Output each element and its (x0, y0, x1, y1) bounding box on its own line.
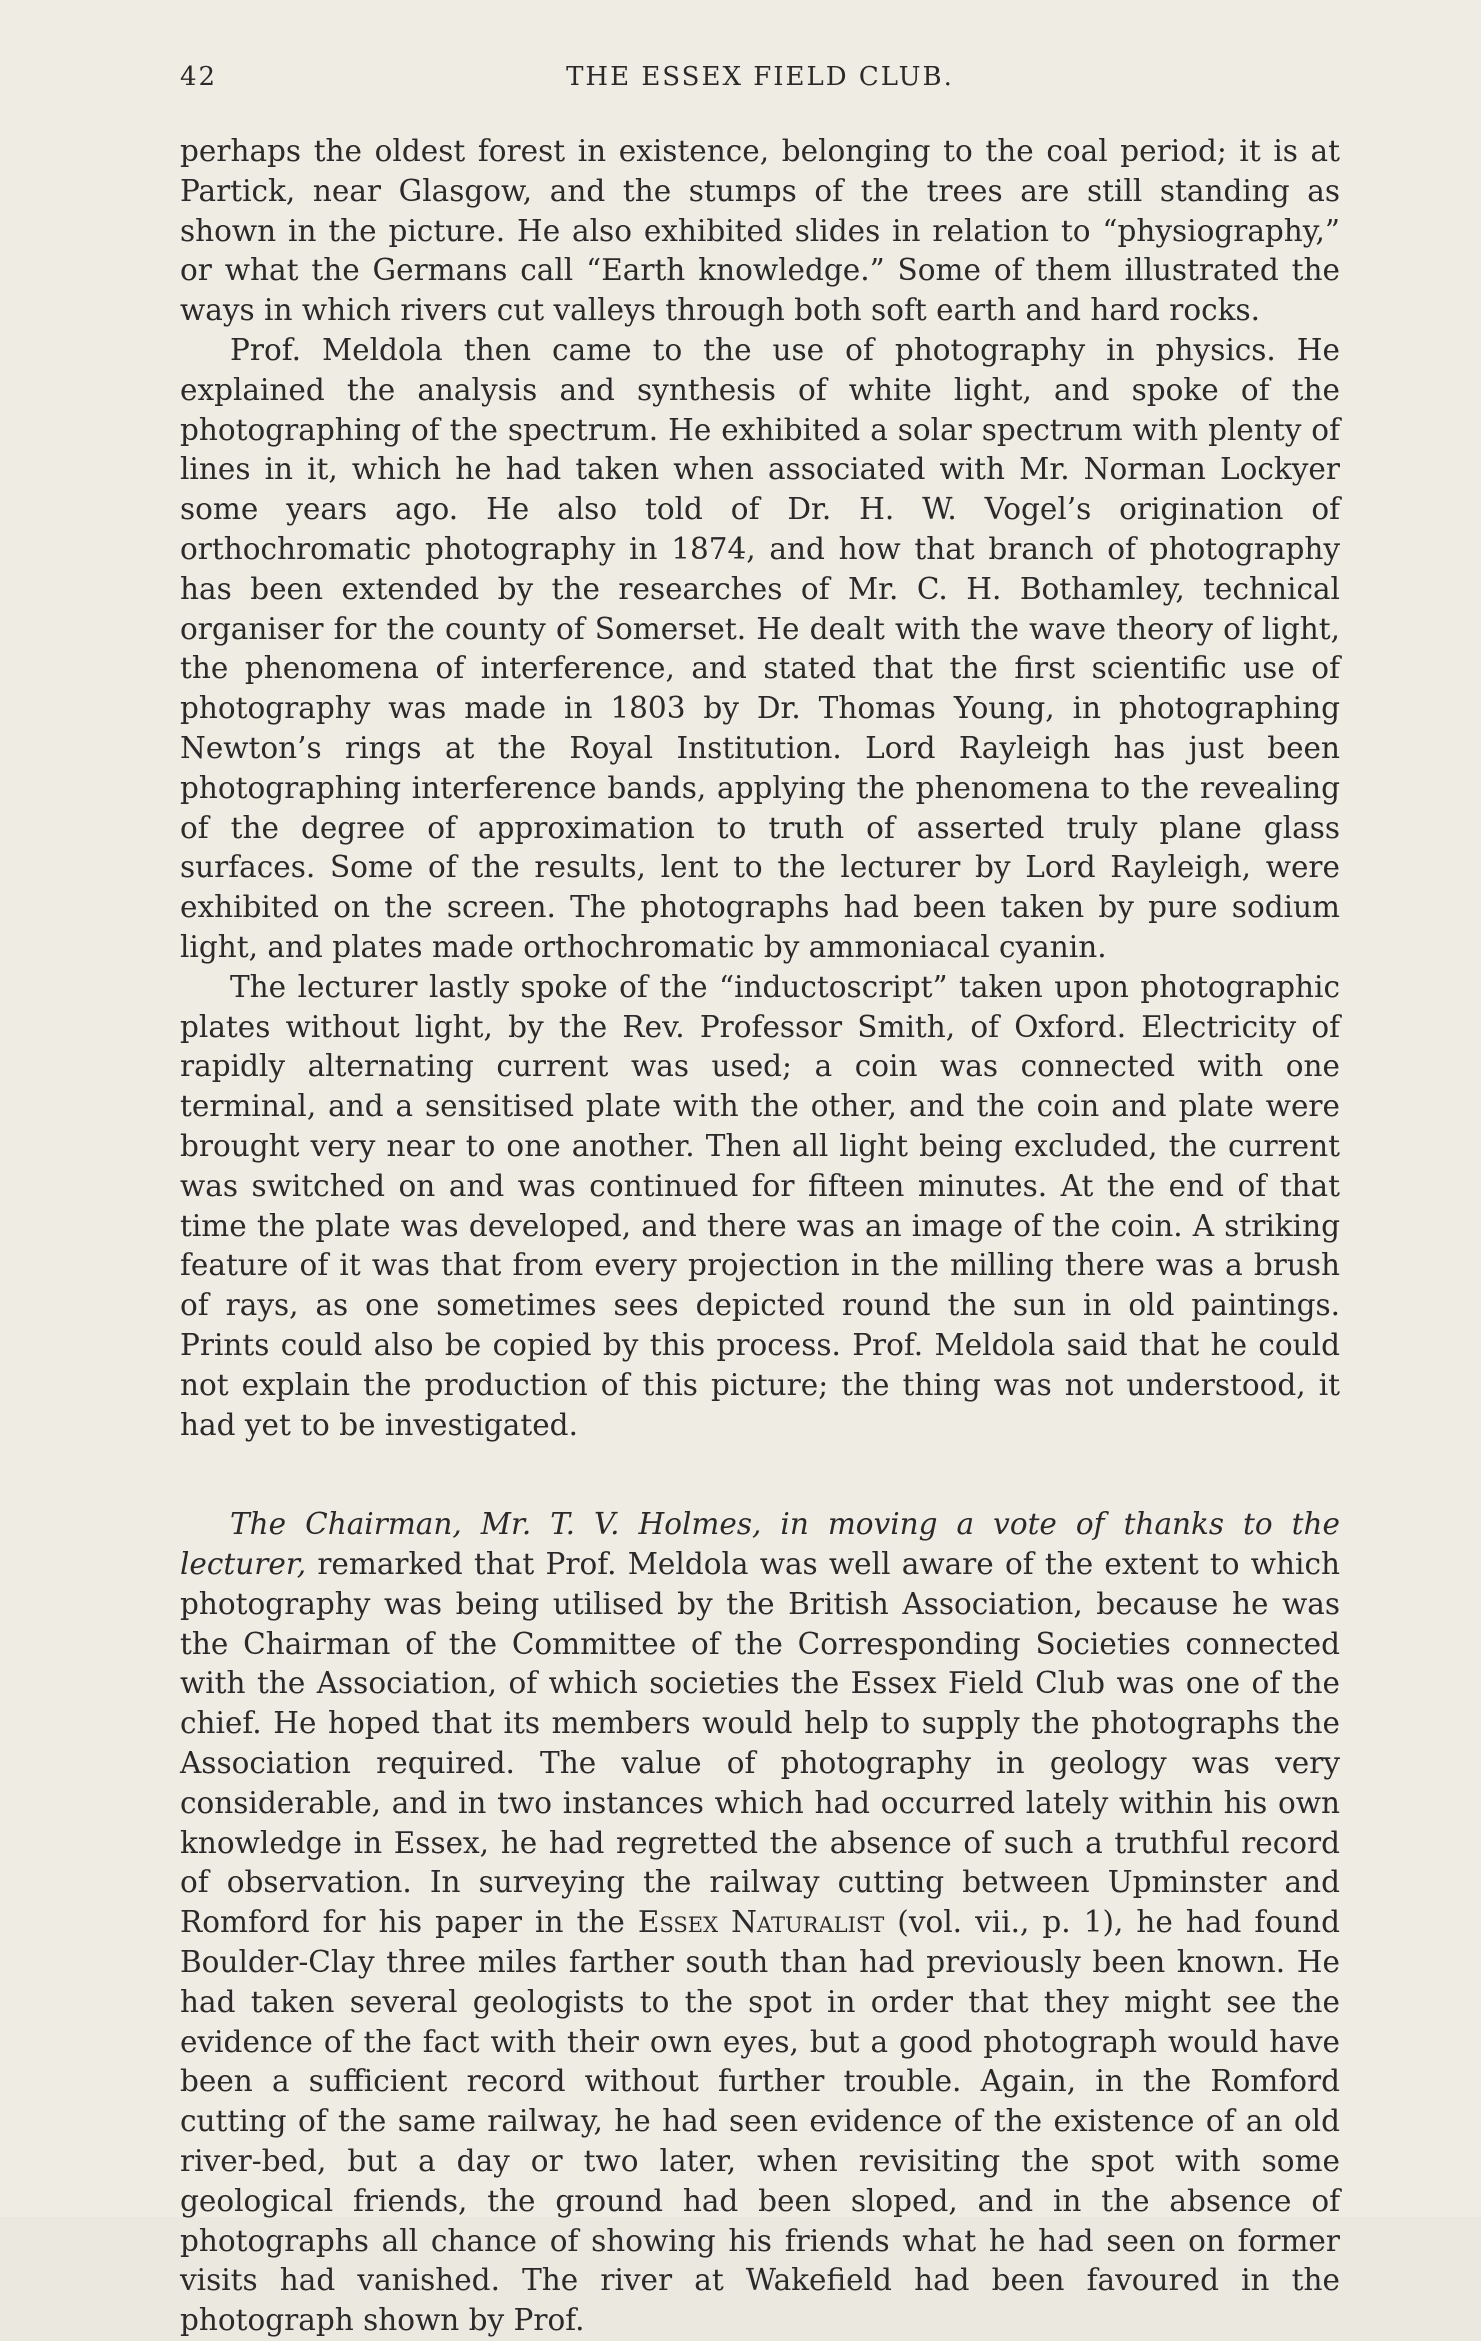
paragraph-4-text-a: remarked that Prof. Meldola was well aware of the extent to which photography was being utilised by the British Association, because he was the Chairman of the Committee of the Corresponding Societies connected with the Association, of which societies the Essex Field Club was one of the chief. He hoped that its members would help to supply the photographs the Association required. The value of photography in geology was very considerable, and in two instances which had occurred lately within his own knowledge in Essex, he had regretted the absence of such a truthful record of observation. In surveying the railway cutting between Upminster and Romford for his paper in the (180, 1547, 1340, 1940)
section-gap (180, 1445, 1340, 1505)
running-title: THE ESSEX FIELD CLUB. (566, 62, 954, 92)
chairman-lead-in: The Chairman, Mr. T. V. Holmes, in moving a vote of thanks to the lecturer, (180, 1507, 1340, 1582)
paragraph-3: The lecturer lastly spoke of the “inductoscript” taken upon photographic plates without light, by the Rev. Professor Smith, of Oxford. Electricity of rapidly alternating current was used; a coin was connected with one terminal, and a sensitised plate with the other, and the coin and plate were brought very near to one another. Then all light being excluded, the current was switched on and was continued for fifteen minutes. At the end of that time the plate was developed, and there was an image of the coin. A striking feature of it was that from every projection in the milling there was a brush of rays, as one sometimes sees depicted round the sun in old paintings. Prints could also be copied by this process. Prof. Meldola said that he could not explain the production of this picture; the thing was not understood, it had yet to be investigated. (180, 969, 1340, 1442)
paragraph-2: Prof. Meldola then came to the use of photography in physics. He explained the analysis and synthesis of white light, and spoke of the photographing of the spectrum. He exhibited a solar spectrum with plenty of lines in it, which he had taken when associated with Mr. Norman Lockyer some years ago. He also told of Dr. H. W. Vogel’s origination of orthochromatic photography in 1874, and how that branch of photography has been extended by the researches of Mr. C. H. Bothamley, technical organiser for the county of Somerset. He dealt with the wave theory of light, the phenomena of interference, and stated that the first scientific use of photography was made in 1803 by Dr. Thomas Young, in photographing Newton’s rings at the Royal Institution. Lord Rayleigh has just been photographing interference bands, applying the phenomena to the revealing of the degree of approximation to truth of asserted truly plane glass surfaces. Some of the results, lent to the lecturer by Lord Rayleigh, were exhibited on the screen. The photographs had been taken by pure sodium light, and plates made orthochromatic by ammoniacal cyanin. (180, 332, 1340, 964)
page-number: 42 (180, 62, 218, 92)
page-header (180, 62, 1340, 102)
paragraph-4 (180, 1505, 1340, 2341)
paragraph-4-text-b: (vol. vii., p. 1), he had found Boulder-Clay three miles farther south than had previously been known. He had taken several geologists to the spot in order that they might see the evidence of the fact with their own eyes, but a good photograph would have been a sufficient record without further trouble. Again, in the Romford cutting of the same railway, he had seen evidence of the existence of an old river-bed, but a day or two later, when revisiting the spot with some geological friends, the ground had been sloped, and in the absence of photographs all chance of showing his friends what he had seen on former visits had vanished. The river at Wakefield had been favoured in the photograph shown by Prof. (180, 1905, 1340, 2338)
paragraph-1: perhaps the oldest forest in existence, belonging to the coal period; it is at Partick, near Glasgow, and the stumps of the trees are still standing as shown in the picture. He also exhibited slides in relation to “physiography,” or what the Germans call “Earth knowledge.” Some of them illustrated the ways in which rivers cut valleys through both soft earth and hard rocks. (180, 134, 1340, 328)
page-body (180, 132, 1340, 2341)
journal-title: Essex Naturalist (637, 1905, 885, 1940)
